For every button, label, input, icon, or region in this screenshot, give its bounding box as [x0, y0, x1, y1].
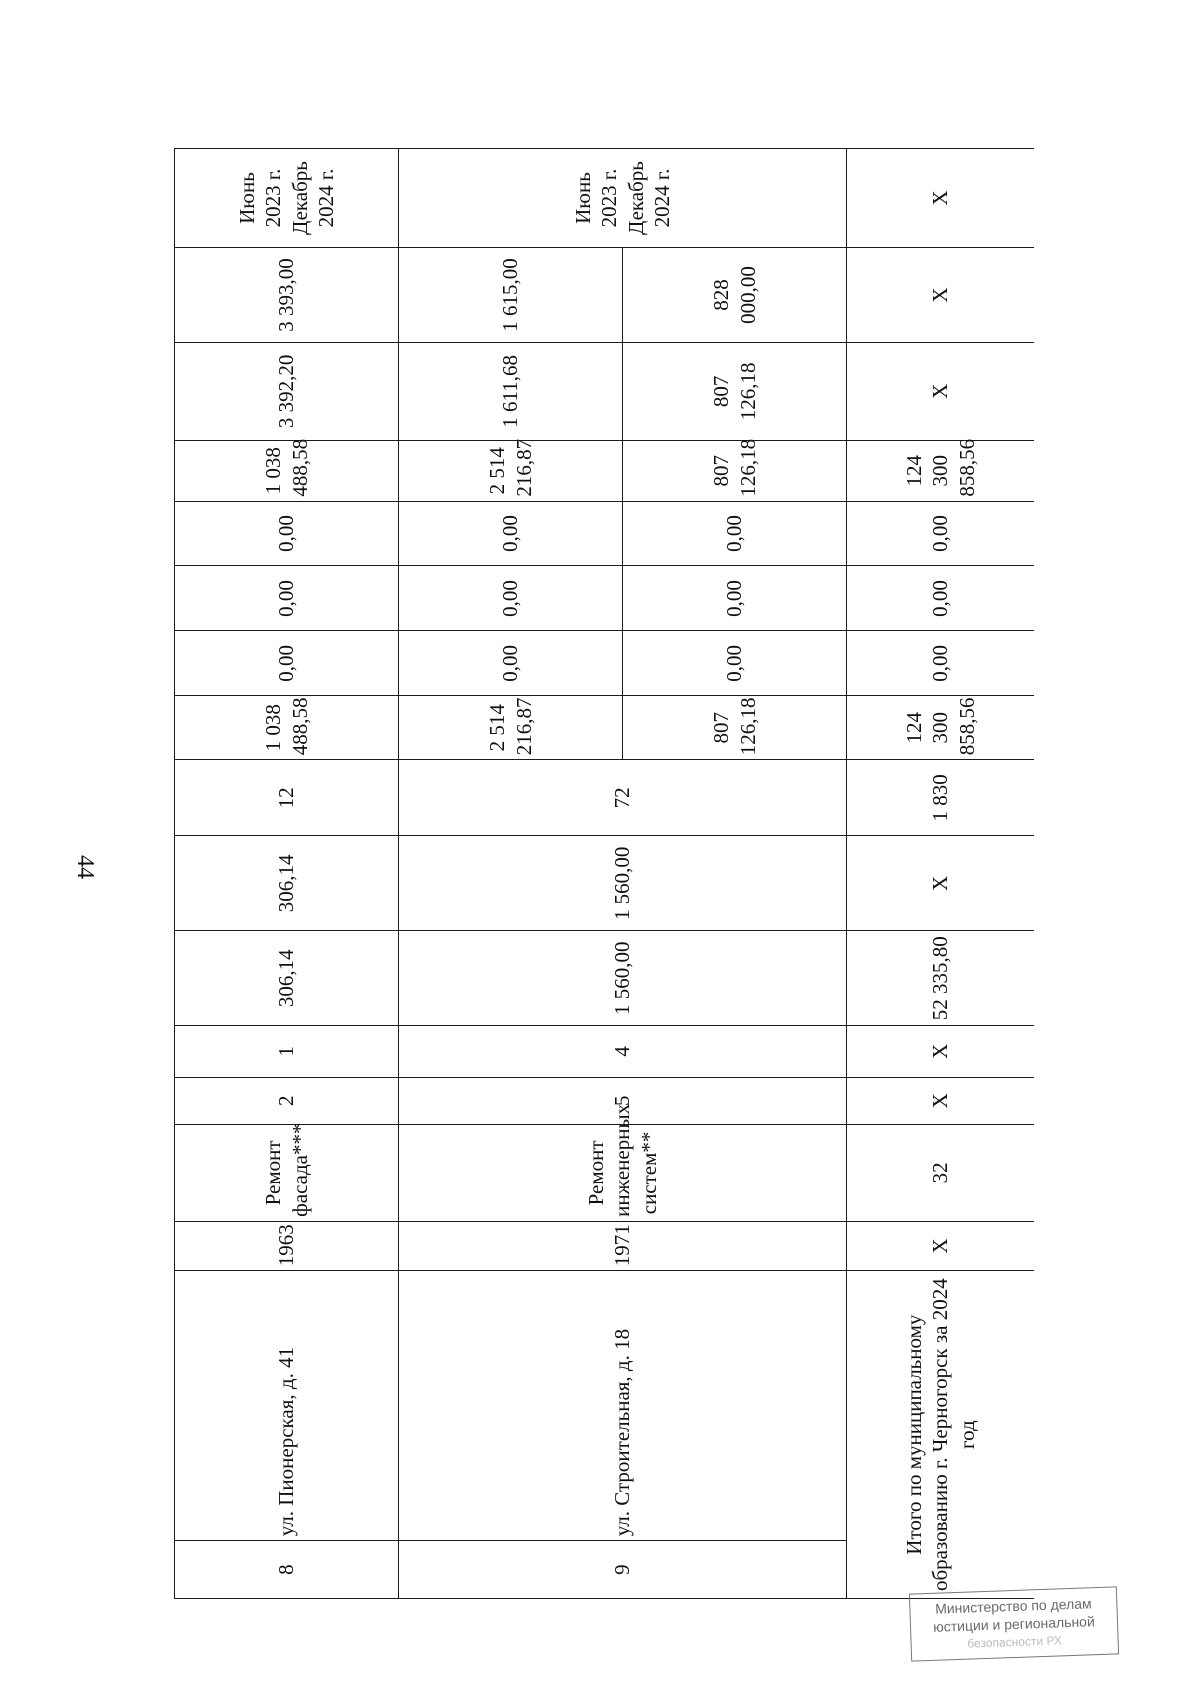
total-amount: 124 300 858,56 — [847, 440, 1035, 501]
amount-cell: 0,00 — [175, 631, 399, 696]
area-cell: 306,14 — [175, 836, 399, 931]
work-type-cell: Ремонт фасада*** — [175, 1124, 399, 1221]
amount-cell: 0,00 — [623, 501, 847, 566]
unit-limit-cell: 828 000,00 — [623, 248, 847, 343]
value-cell: 5 — [399, 1077, 847, 1124]
work-type-cell: Ремонт инженерных систем** — [399, 1124, 847, 1221]
total-x-cell: X — [847, 1077, 1035, 1124]
total-amount: 0,00 — [847, 566, 1035, 631]
unit-limit-cell: 3 393,00 — [175, 248, 399, 343]
address-cell: ул. Строительная, д. 18 — [399, 1271, 847, 1541]
unit-limit-cell: 1 615,00 — [399, 248, 623, 343]
value-cell: 1 — [175, 1026, 399, 1078]
unit-cost-cell: 807 126,18 — [623, 342, 847, 440]
registration-stamp — [909, 1586, 1119, 1661]
count-cell: 72 — [399, 760, 847, 836]
total-amount: 124 300 858,56 — [847, 696, 1035, 760]
value-cell: 2 — [175, 1077, 399, 1124]
stamp-line: безопасности РХ — [967, 1633, 1063, 1651]
amount-cell: 0,00 — [623, 566, 847, 631]
row-number: 9 — [399, 1541, 847, 1599]
area-cell: 1 560,00 — [399, 836, 847, 931]
total-row — [847, 149, 1035, 1599]
stamp-line: юстиции и региональной — [932, 1613, 1096, 1635]
table-row — [175, 149, 399, 1599]
amount-cell: 1 038 488,58 — [175, 696, 399, 760]
repair-program-table — [174, 148, 1034, 1599]
amount-cell: 0,00 — [623, 631, 847, 696]
amount-cell: 2 514 216,87 — [399, 696, 623, 760]
row-number: 8 — [175, 1541, 399, 1599]
period-cell: Июнь 2023 г. Декабрь 2024 г. — [399, 149, 847, 248]
unit-cost-cell: 1 611,68 — [399, 342, 623, 440]
amount-cell: 0,00 — [399, 501, 623, 566]
amount-cell: 807 126,18 — [623, 696, 847, 760]
amount-cell: 1 038 488,58 — [175, 440, 399, 501]
total-label: Итого по муниципальному образованию г. Черногорск за 2024 год — [847, 1271, 1035, 1599]
total-x-cell: X — [847, 1221, 1035, 1270]
table-frame — [174, 148, 1034, 1599]
total-count: 32 — [847, 1124, 1035, 1221]
table-row — [399, 149, 623, 1599]
year-cell: 1963 — [175, 1221, 399, 1270]
page-number: 44 — [72, 855, 98, 879]
value-cell: 4 — [399, 1026, 847, 1078]
amount-cell: 807 126,18 — [623, 440, 847, 501]
stamp-line: Министерство по делам — [934, 1595, 1092, 1617]
total-amount: 0,00 — [847, 631, 1035, 696]
total-x-cell: X — [847, 342, 1035, 440]
amount-cell: 0,00 — [399, 566, 623, 631]
total-x-cell: X — [847, 149, 1035, 248]
unit-cost-cell: 3 392,20 — [175, 342, 399, 440]
total-x-cell: X — [847, 836, 1035, 931]
amount-cell: 0,00 — [399, 631, 623, 696]
total-x-cell: X — [847, 248, 1035, 343]
amount-cell: 2 514 216,87 — [399, 440, 623, 501]
total-flats: 1 830 — [847, 760, 1035, 836]
year-cell: 1971 — [399, 1221, 847, 1270]
area-cell: 1 560,00 — [399, 931, 847, 1026]
count-cell: 12 — [175, 760, 399, 836]
period-cell: Июнь 2023 г. Декабрь 2024 г. — [175, 149, 399, 248]
total-x-cell: X — [847, 1026, 1035, 1078]
address-cell: ул. Пионерская, д. 41 — [175, 1271, 399, 1541]
total-amount: 0,00 — [847, 501, 1035, 566]
amount-cell: 0,00 — [175, 566, 399, 631]
amount-cell: 0,00 — [175, 501, 399, 566]
area-cell: 306,14 — [175, 931, 399, 1026]
total-area: 52 335,80 — [847, 931, 1035, 1026]
